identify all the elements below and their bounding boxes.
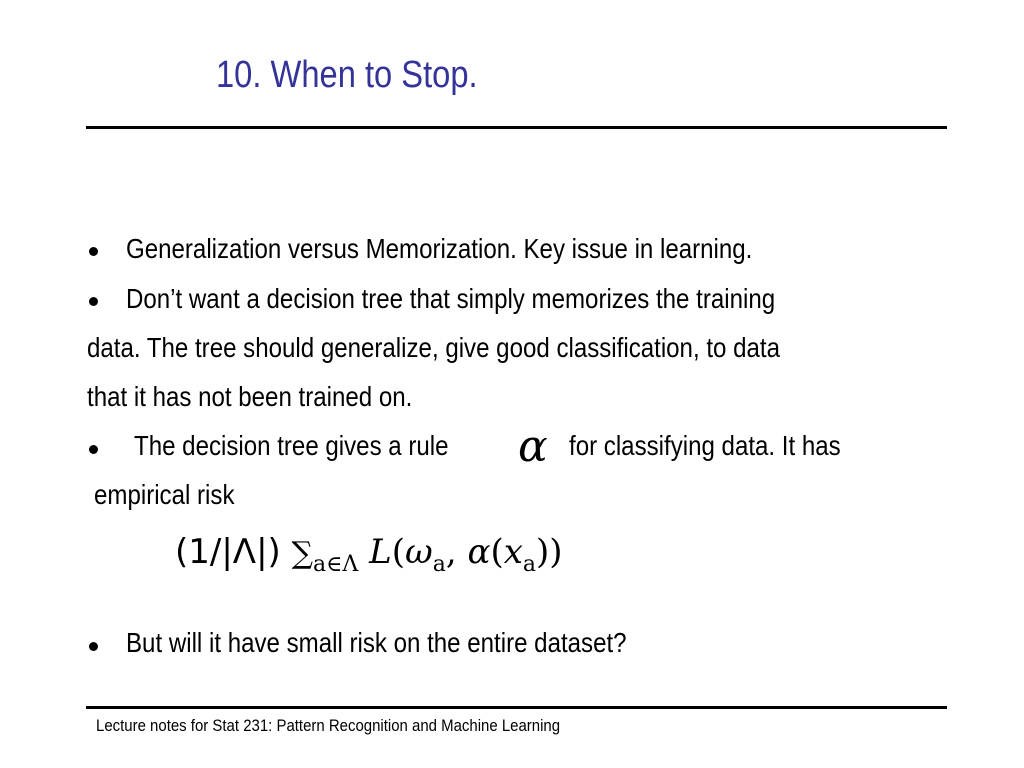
formula-comma: , — [445, 532, 468, 572]
formula-omega-subscript: a — [432, 552, 446, 577]
title-divider — [86, 126, 947, 129]
bullet-text-3-part-1: The decision tree gives a rule — [134, 430, 449, 461]
bullet-text-2-line-2: data. The tree should generalize, give good classification, to data — [87, 332, 780, 363]
bullet-text-4: But will it have small risk on the entire dataset? — [126, 627, 627, 658]
formula-loss: L — [369, 532, 392, 572]
formula-sum-subscript: a∈Λ — [313, 552, 359, 577]
formula-close-parens: )) — [536, 532, 563, 572]
footer-divider — [86, 706, 947, 709]
bullet-dot — [89, 297, 98, 306]
bullet-text-3-part-2: for classifying data. It has — [569, 430, 841, 461]
formula-inner-paren: ( — [490, 532, 504, 572]
formula-open-paren: ( — [391, 532, 405, 572]
formula-prefix: (1/|Λ|) — [175, 532, 281, 572]
slide-footer: Lecture notes for Stat 231: Pattern Recognition and Machine Learning — [96, 716, 561, 735]
formula-x: x — [503, 532, 523, 572]
formula-x-subscript: a — [522, 552, 537, 577]
formula-alpha: α — [467, 532, 491, 572]
formula-omega: ω — [404, 532, 433, 572]
alpha-symbol: α — [518, 421, 548, 472]
bullet-dot — [89, 642, 98, 651]
bullet-text-2-line-3: that it has not been trained on. — [87, 381, 413, 412]
formula-sum-symbol: ∑ — [291, 536, 314, 571]
bullet-text-2-line-1: Don’t want a decision tree that simply memorizes the training — [126, 283, 776, 314]
bullet-dot — [89, 445, 98, 454]
bullet-text-1: Generalization versus Memorization. Key issue in learning. — [126, 233, 753, 264]
bullet-dot — [89, 247, 98, 256]
empirical-risk-formula — [175, 532, 563, 577]
bullet-text-3-line-2: empirical risk — [94, 479, 235, 510]
slide-title: 10. When to Stop. — [216, 54, 478, 96]
